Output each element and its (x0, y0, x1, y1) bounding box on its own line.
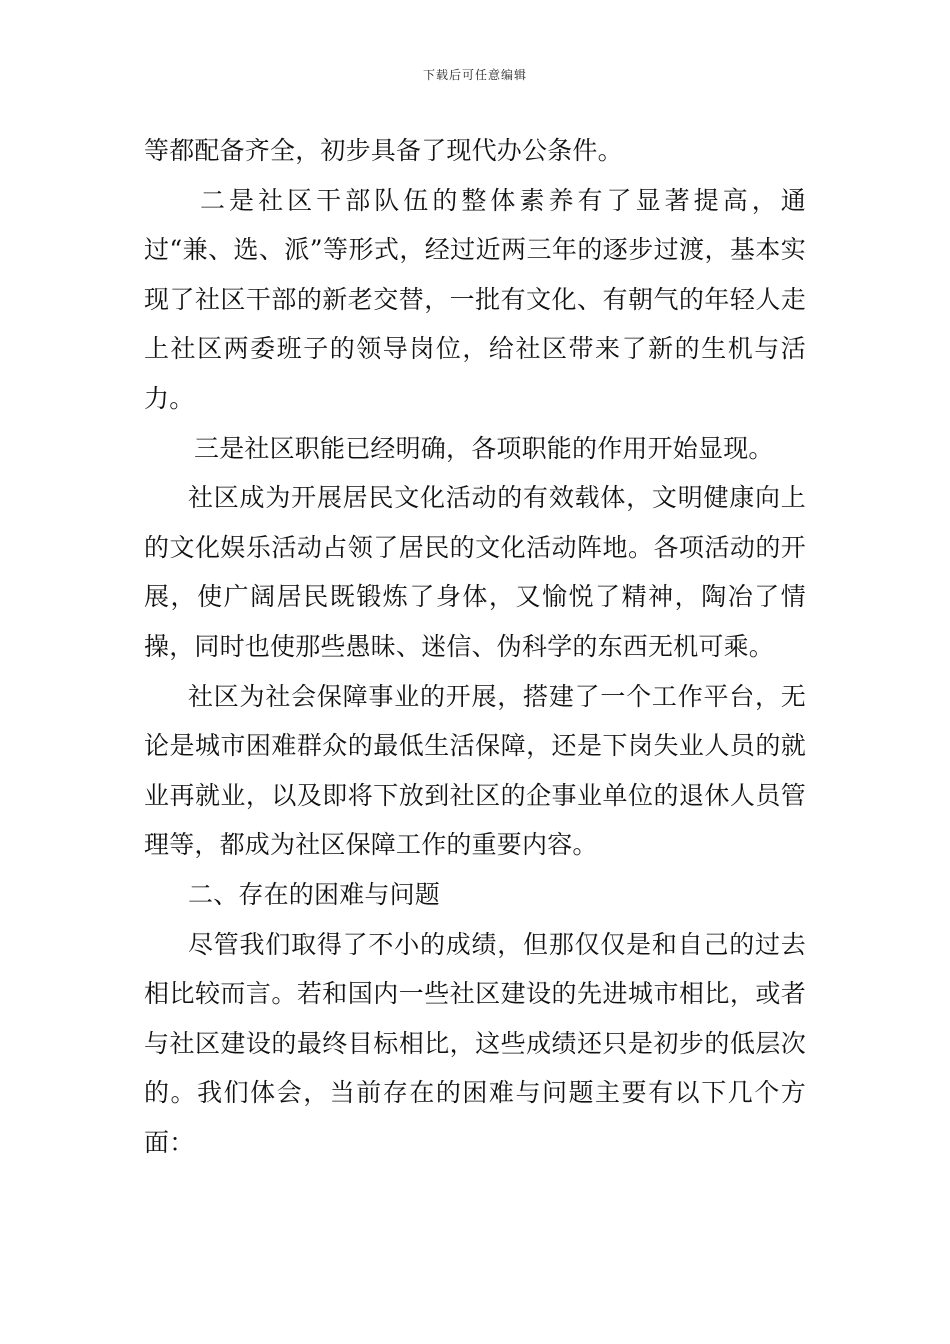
paragraph-functions: 三是社区职能已经明确，各项职能的作用开始显现。 (194, 433, 774, 463)
section-heading-problems: 二、存在的困难与问题 (188, 879, 441, 909)
header-note: 下载后可任意编辑 (422, 68, 527, 82)
document-body (144, 126, 806, 1167)
paragraph-continuation: 等都配备齐全，初步具备了现代办公条件。 (144, 136, 623, 165)
paragraph-cadre-quality: 二是社区干部队伍的整体素养有了显著提高，通过“兼、选、派”等形式，经过近两三年的逐步过渡，基本实现了社区干部的新老交替，一批有文化、有朝气的年轻人走上社区两委班子的领导岗位，给社区带来了新的生机与活力。 (144, 185, 806, 413)
paragraph-social-security: 社区为社会保障事业的开展，搭建了一个工作平台，无论是城市困难群众的最低生活保障，还是下岗失业人员的就业再就业，以及即将下放到社区的企事业单位的退休人员管理等，都成为社区保障工作的重要内容。 (144, 681, 806, 860)
paragraph-problems: 尽管我们取得了不小的成绩，但那仅仅是和自己的过去相比较而言。若和国内一些社区建设的先进城市相比，或者与社区建设的最终目标相比，这些成绩还只是初步的低层次的。我们体会，当前存在的困难与问题主要有以下几个方面： (144, 929, 806, 1157)
paragraph-culture: 社区成为开展居民文化活动的有效载体，文明健康向上的文化娱乐活动占领了居民的文化活动阵地。各项活动的开展，使广阔居民既锻炼了身体，又愉悦了精神，陶冶了情操，同时也使那些愚昧、迷信、伪科学的东西无机可乘。 (144, 483, 806, 661)
